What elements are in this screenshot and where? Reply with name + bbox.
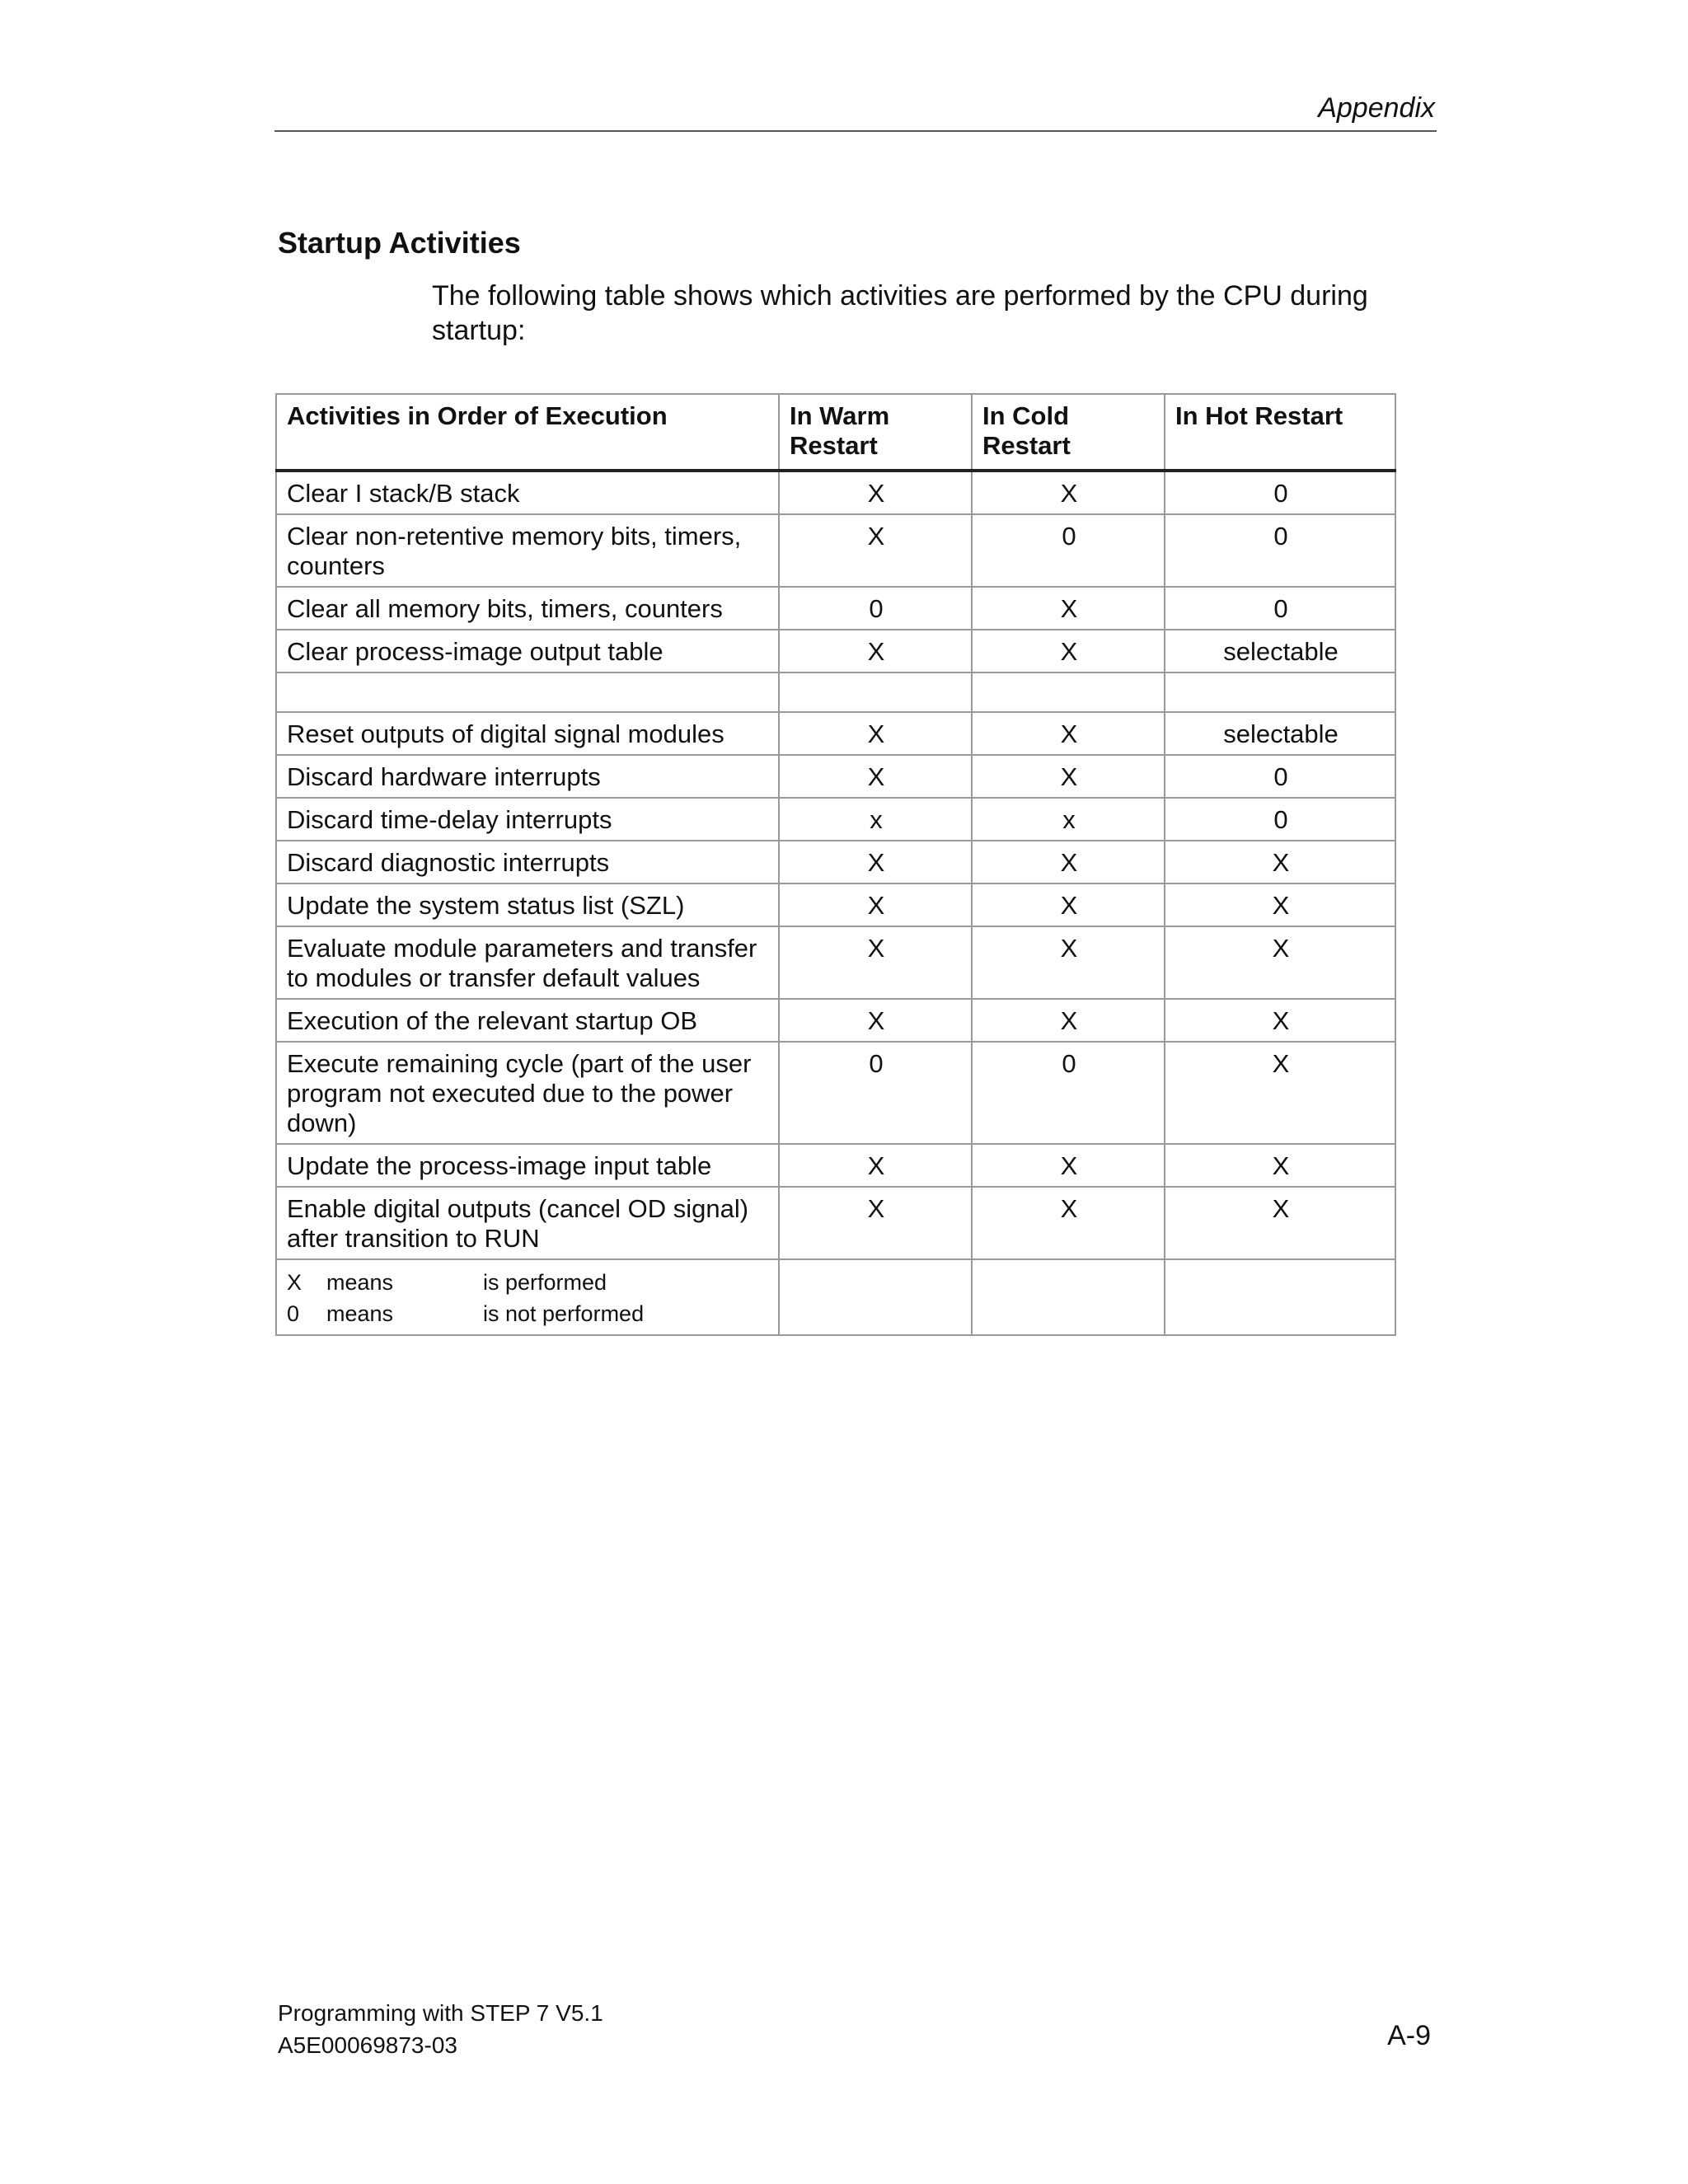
activity-cell: Clear process-image output table [276,630,779,673]
hot-restart-cell: 0 [1165,514,1395,587]
page-title: Startup Activities [278,226,521,260]
legend-word: means [326,1301,394,1326]
header-section-name: Appendix [1318,92,1435,124]
cold-restart-cell: 0 [972,1042,1165,1144]
warm-restart-cell: X [779,841,972,883]
warm-restart-cell: X [779,755,972,798]
warm-restart-cell: X [779,883,972,926]
legend-symbol: X [287,1270,302,1295]
table-row [276,630,1395,673]
activity-cell: Clear non-retentive memory bits, timers, counters [276,514,779,587]
cold-restart-cell: X [972,999,1165,1042]
hot-restart-cell: 0 [1165,587,1395,630]
table-row [276,841,1395,883]
hot-restart-cell [1165,673,1395,712]
table-legend-row [276,1259,1395,1335]
cold-restart-cell: X [972,630,1165,673]
table-row [276,999,1395,1042]
activity-cell: Clear all memory bits, timers, counters [276,587,779,630]
startup-activities-table [275,393,1396,1336]
activity-cell: Execute remaining cycle (part of the user program not executed due to the power down) [276,1042,779,1144]
warm-restart-cell [779,673,972,712]
activity-cell: Discard hardware interrupts [276,755,779,798]
warm-restart-cell: X [779,712,972,755]
warm-restart-cell: 0 [779,587,972,630]
running-header [274,89,1437,132]
table-row [276,514,1395,587]
activity-cell: Evaluate module parameters and transfer to modules or transfer default values [276,926,779,999]
intro-paragraph: The following table shows which activities are performed by the CPU during startup: [432,280,1368,346]
table-row [276,1144,1395,1187]
warm-restart-cell: X [779,471,972,514]
cold-restart-cell: X [972,1144,1165,1187]
table-row-empty [276,673,1395,712]
cold-restart-cell [972,673,1165,712]
warm-restart-cell: X [779,514,972,587]
table-row [276,1187,1395,1259]
hot-restart-cell: 0 [1165,471,1395,514]
hot-restart-cell: X [1165,841,1395,883]
activity-cell: Update the process-image input table [276,1144,779,1187]
activity-cell: Reset outputs of digital signal modules [276,712,779,755]
footer-manual-title: Programming with STEP 7 V5.1 [278,2000,603,2026]
table-row [276,883,1395,926]
legend-meaning: is not performed [483,1301,645,1326]
legend-meaning: is performed [483,1270,607,1295]
legend-symbol: 0 [287,1301,300,1326]
table-row [276,755,1395,798]
footer-publication [278,1997,603,2061]
hot-restart-cell: selectable [1165,712,1395,755]
footer-order-number: A5E00069873-03 [278,2032,457,2058]
legend-word: means [326,1270,394,1295]
table-row [276,1042,1395,1144]
cold-restart-cell: X [972,841,1165,883]
activity-cell: Update the system status list (SZL) [276,883,779,926]
table-header-row [276,394,1395,471]
legend-line [287,1267,770,1298]
cold-restart-cell: X [972,587,1165,630]
hot-restart-cell: X [1165,1042,1395,1144]
table-row [276,587,1395,630]
cold-restart-cell: X [972,926,1165,999]
hot-restart-cell: X [1165,1144,1395,1187]
warm-restart-cell: X [779,999,972,1042]
legend-line [287,1298,770,1329]
warm-restart-cell: X [779,1144,972,1187]
hot-restart-cell: X [1165,999,1395,1042]
cold-restart-cell: X [972,471,1165,514]
warm-restart-cell: X [779,926,972,999]
hot-restart-cell: X [1165,926,1395,999]
cold-restart-cell: X [972,712,1165,755]
activity-cell: Enable digital outputs (cancel OD signal) after transition to RUN [276,1187,779,1259]
cold-restart-cell: X [972,755,1165,798]
hot-restart-cell: 0 [1165,798,1395,841]
activity-cell: Discard diagnostic interrupts [276,841,779,883]
table-row [276,712,1395,755]
table-row [276,926,1395,999]
hot-restart-cell: X [1165,883,1395,926]
column-header-cold-restart: In Cold Restart [972,394,1165,471]
cold-restart-cell: X [972,1187,1165,1259]
hot-restart-cell: 0 [1165,755,1395,798]
legend-empty-cell [972,1259,1165,1335]
column-header-activities: Activities in Order of Execution [276,394,779,471]
hot-restart-cell: selectable [1165,630,1395,673]
column-header-hot-restart: In Hot Restart [1165,394,1395,471]
activity-cell: Clear I stack/B stack [276,471,779,514]
table-row [276,471,1395,514]
activity-cell: Discard time-delay interrupts [276,798,779,841]
cold-restart-cell: x [972,798,1165,841]
warm-restart-cell: x [779,798,972,841]
page-number: A-9 [1387,2020,1431,2051]
warm-restart-cell: 0 [779,1042,972,1144]
cold-restart-cell: 0 [972,514,1165,587]
warm-restart-cell: X [779,630,972,673]
hot-restart-cell: X [1165,1187,1395,1259]
table-row [276,798,1395,841]
column-header-warm-restart: In Warm Restart [779,394,972,471]
legend-empty-cell [1165,1259,1395,1335]
legend-cell [276,1259,779,1335]
warm-restart-cell: X [779,1187,972,1259]
cold-restart-cell: X [972,883,1165,926]
activity-cell: Execution of the relevant startup OB [276,999,779,1042]
legend-empty-cell [779,1259,972,1335]
activity-cell [276,673,779,712]
